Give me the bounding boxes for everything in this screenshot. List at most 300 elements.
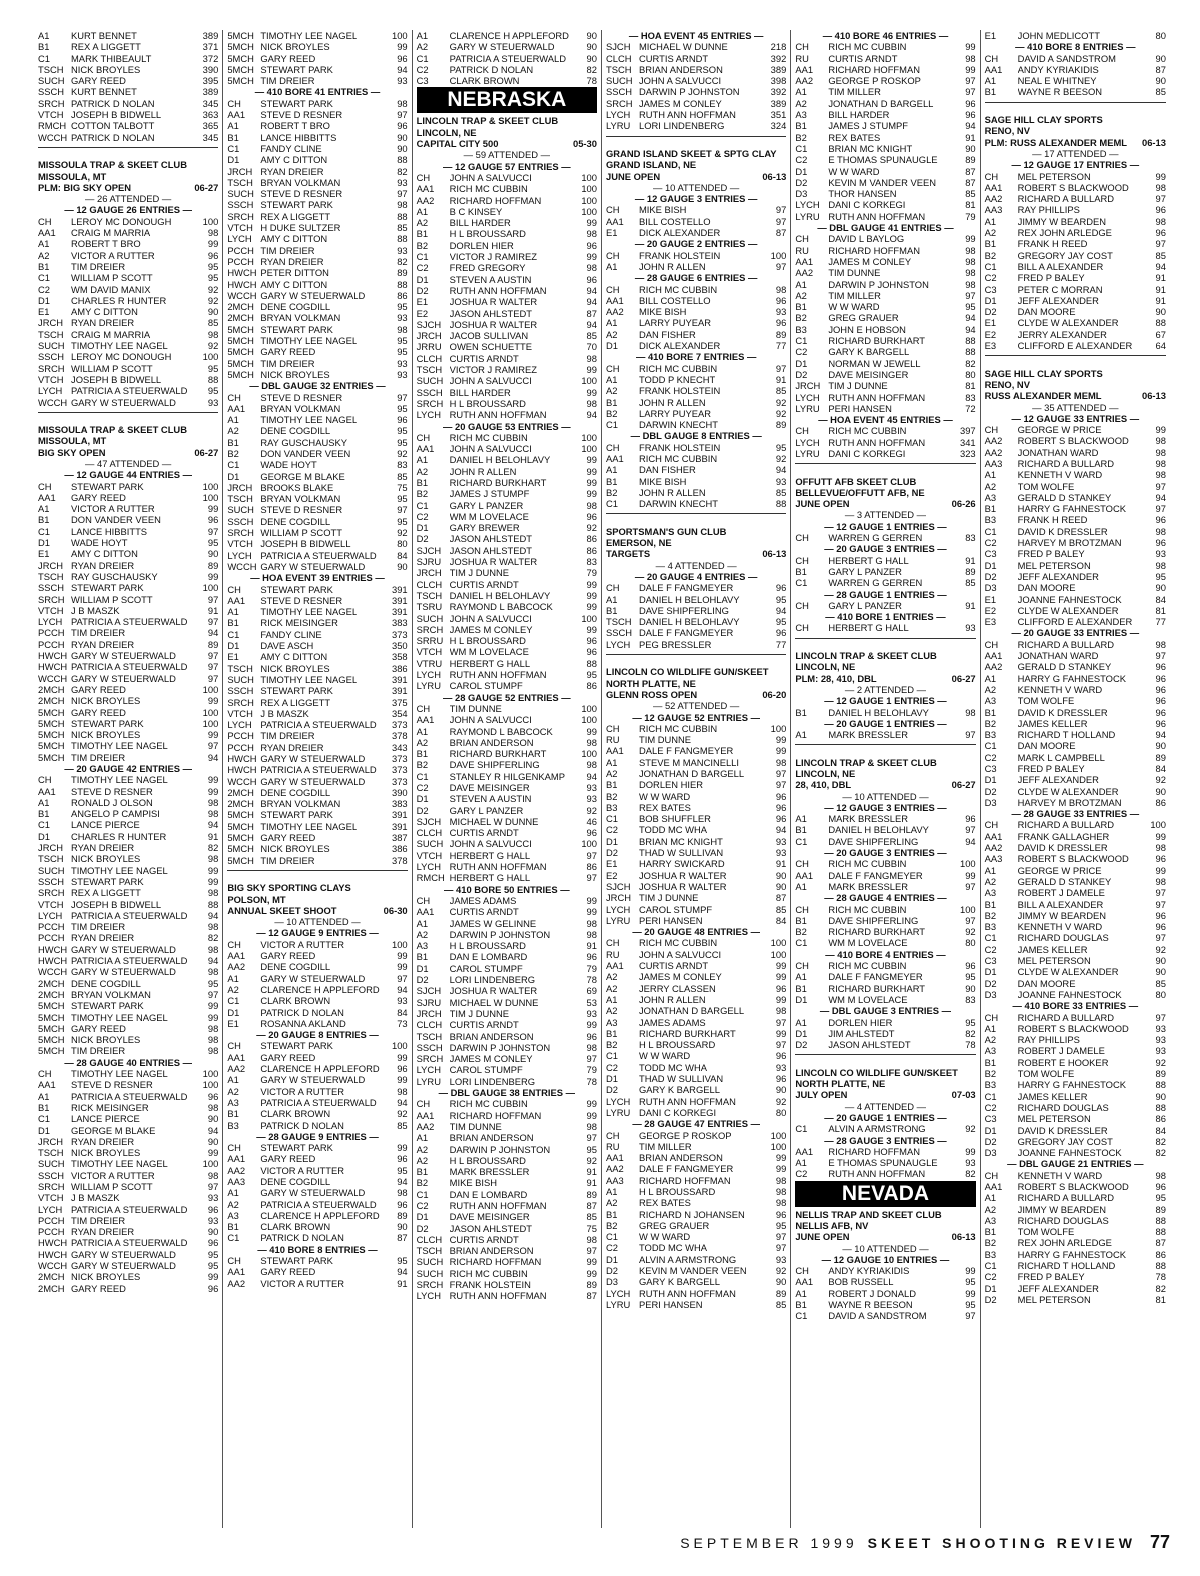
class-code: LYCH bbox=[227, 719, 252, 731]
score: 92 bbox=[1155, 1056, 1166, 1068]
class-code: PCCH bbox=[38, 1214, 65, 1226]
result-row bbox=[227, 753, 407, 764]
result-row bbox=[985, 797, 1166, 808]
score: 94 bbox=[775, 464, 787, 476]
score: 88 bbox=[775, 498, 787, 510]
class-code: AA1 bbox=[605, 1152, 624, 1164]
score: 72 bbox=[965, 402, 976, 414]
result-row bbox=[795, 971, 975, 982]
shooter-name: CLARENCE H APPLEFORD bbox=[260, 1063, 380, 1075]
shooter-name: DALE F FANGMEYER bbox=[638, 627, 734, 639]
score: 79 bbox=[586, 567, 597, 579]
shooter-name: RICHARD DOUGLAS bbox=[1017, 1101, 1109, 1113]
class-code: AA1 bbox=[416, 714, 435, 726]
score: 99 bbox=[207, 785, 219, 797]
shooter-name: REX BATES bbox=[828, 131, 881, 143]
score: 100 bbox=[202, 215, 219, 227]
shooter-name: RUTH ANN HOFFMAN bbox=[638, 1287, 736, 1299]
shooter-name: GARY W STEUERWALD bbox=[71, 1248, 176, 1260]
result-row bbox=[227, 245, 407, 256]
class-code: SUCH bbox=[416, 375, 444, 387]
class-code: D1 bbox=[227, 640, 240, 652]
class-code: A2 bbox=[984, 480, 997, 492]
result-row bbox=[417, 974, 597, 985]
shooter-name: RAY GUSCHAUSKY bbox=[71, 570, 158, 582]
event-header: — 28 GAUGE 4 ENTRIES — bbox=[824, 892, 947, 904]
class-code: CLCH bbox=[416, 578, 443, 590]
score: 100 bbox=[770, 722, 787, 734]
shooter-name: H L BROUSSARD bbox=[449, 397, 526, 409]
class-code: A1 bbox=[416, 454, 429, 466]
score: 90 bbox=[775, 1276, 787, 1288]
score: 97 bbox=[775, 215, 787, 227]
shooter-name: DORLEN HIER bbox=[449, 239, 514, 251]
result-row bbox=[417, 850, 597, 861]
shooter-name: GARY REED bbox=[71, 1282, 126, 1294]
result-row bbox=[227, 708, 407, 719]
score: 96 bbox=[586, 239, 597, 251]
result-row bbox=[985, 616, 1166, 627]
class-code: TSCH bbox=[38, 1147, 64, 1159]
attendance-line: — 26 ATTENDED — bbox=[85, 193, 172, 205]
class-code: VTCH bbox=[227, 707, 253, 719]
class-code: D2 bbox=[795, 368, 808, 380]
class-code: B3 bbox=[984, 514, 997, 526]
class-code: B2 bbox=[227, 447, 239, 459]
score: 93 bbox=[775, 847, 787, 859]
class-code: RMCH bbox=[416, 872, 445, 884]
shooter-name: JEFF ALEXANDER bbox=[1017, 1282, 1099, 1294]
class-code: B1 bbox=[416, 951, 429, 963]
score: 94 bbox=[586, 284, 597, 296]
score: 373 bbox=[392, 775, 408, 787]
score: 95 bbox=[775, 441, 787, 453]
shooter-name: FRANK HOLSTEIN bbox=[638, 385, 721, 397]
class-code: A1 bbox=[795, 971, 807, 983]
result-row bbox=[606, 1209, 786, 1220]
score: 98 bbox=[397, 323, 408, 335]
result-row bbox=[795, 41, 975, 52]
result-row bbox=[985, 560, 1166, 571]
class-code: AA2 bbox=[227, 961, 246, 973]
class-code: CH bbox=[227, 97, 241, 109]
result-row bbox=[38, 306, 218, 317]
class-code: CH bbox=[605, 362, 620, 374]
shooter-name: TIM DUNNE bbox=[638, 734, 692, 746]
result-row bbox=[417, 262, 597, 273]
score: 95 bbox=[775, 616, 787, 628]
class-code: B1 bbox=[795, 824, 807, 836]
score: 94 bbox=[965, 323, 976, 335]
score: 96 bbox=[397, 1198, 408, 1210]
class-code: B2 bbox=[605, 407, 618, 419]
class-code: AA3 bbox=[984, 457, 1003, 469]
result-row bbox=[417, 793, 597, 804]
class-code: A1 bbox=[38, 796, 50, 808]
result-row bbox=[417, 285, 597, 296]
result-row bbox=[227, 1063, 407, 1074]
score: 81 bbox=[965, 199, 976, 211]
shooter-name: KEVIN M VANDER VEEN bbox=[638, 1265, 747, 1277]
score: 91 bbox=[1155, 283, 1166, 295]
shooter-name: GARY L PANZER bbox=[828, 599, 902, 611]
shooter-name: JASON AHLSTEDT bbox=[449, 533, 532, 545]
class-code: AA2 bbox=[984, 661, 1003, 673]
class-code: CLCH bbox=[416, 827, 443, 839]
shooter-name: CURTIS ARNDT bbox=[638, 52, 709, 64]
score: 86 bbox=[586, 680, 597, 692]
shoot-name: 28, 410, DBL bbox=[795, 779, 852, 791]
class-code: 5MCH bbox=[38, 717, 65, 729]
result-row bbox=[38, 1226, 218, 1237]
class-code: VTRU bbox=[416, 657, 443, 669]
shooter-name: RYAN DREIER bbox=[71, 932, 135, 944]
class-code: 5MCH bbox=[227, 820, 254, 832]
shooter-name: GARY W STEUERWALD bbox=[71, 943, 176, 955]
result-row bbox=[417, 1290, 597, 1301]
result-row bbox=[38, 966, 218, 977]
result-row bbox=[227, 719, 407, 730]
result-row bbox=[606, 1163, 786, 1174]
class-code: B1 bbox=[38, 41, 50, 53]
shooter-name: TIM MILLER bbox=[828, 289, 881, 301]
shooter-name: TIMOTHY LEE NAGEL bbox=[71, 1068, 168, 1080]
score: 85 bbox=[207, 317, 219, 329]
result-row bbox=[985, 932, 1166, 943]
result-row bbox=[38, 503, 218, 514]
class-code: CH bbox=[416, 1098, 431, 1110]
score: 87 bbox=[965, 176, 976, 188]
shooter-name: TIMOTHY LEE NAGEL bbox=[71, 740, 168, 752]
result-row bbox=[606, 98, 786, 109]
shooter-name: W W WARD bbox=[828, 301, 880, 313]
result-row bbox=[227, 403, 407, 414]
shooter-name: DAVE ASCH bbox=[260, 640, 314, 652]
event-header: — 28 GAUGE 33 ENTRIES — bbox=[1011, 808, 1140, 820]
event-header: — 20 GAUGE 4 ENTRIES — bbox=[634, 570, 758, 582]
shooter-name: CURTIS ARNDT bbox=[449, 578, 519, 590]
result-row bbox=[985, 306, 1166, 317]
shooter-name: DAN FISHER bbox=[638, 464, 696, 476]
score: 95 bbox=[586, 669, 597, 681]
event-header: — 12 GAUGE 9 ENTRIES — bbox=[256, 927, 379, 939]
class-code: B1 bbox=[984, 86, 997, 98]
score: 98 bbox=[207, 921, 219, 933]
shooter-name: LARRY PUYEAR bbox=[638, 317, 712, 329]
result-row bbox=[38, 831, 218, 842]
result-row bbox=[606, 329, 786, 340]
results-column-4 bbox=[602, 30, 791, 1528]
shooter-name: GARY W STEUERWALD bbox=[71, 672, 176, 684]
score: 350 bbox=[392, 640, 408, 652]
shooter-name: WAYNE R BEESON bbox=[828, 1299, 913, 1311]
class-code: TSCH bbox=[227, 662, 253, 674]
class-code: AA3 bbox=[984, 853, 1003, 865]
shooter-name: CLARK BROWN bbox=[260, 1108, 331, 1120]
shooter-name: REX BATES bbox=[638, 801, 691, 813]
shooter-name: THAD W SULLIVAN bbox=[638, 1073, 724, 1085]
shooter-name: J B MASZK bbox=[260, 707, 309, 719]
shooter-name: REX BATES bbox=[638, 1197, 691, 1209]
class-code: CH bbox=[605, 441, 620, 453]
shooter-name: PATRICIA A STEUERWALD bbox=[260, 719, 377, 731]
result-row bbox=[417, 75, 597, 86]
result-row bbox=[985, 1113, 1166, 1124]
shooter-name: TIMOTHY LEE NAGEL bbox=[260, 673, 358, 685]
class-code: SSCH bbox=[38, 582, 65, 594]
class-code: C2 bbox=[984, 751, 997, 763]
result-row bbox=[227, 1221, 407, 1232]
result-row bbox=[795, 1299, 975, 1310]
result-row bbox=[606, 582, 786, 593]
shooter-name: ROBERT J DAMELE bbox=[1017, 1045, 1105, 1057]
result-row bbox=[38, 978, 218, 989]
result-row bbox=[38, 718, 218, 729]
class-code: C2 bbox=[795, 1168, 808, 1180]
score: 95 bbox=[965, 1016, 976, 1028]
score: 95 bbox=[775, 1219, 787, 1231]
class-code: C1 bbox=[38, 52, 50, 64]
score: 383 bbox=[392, 798, 408, 810]
score: 88 bbox=[1155, 1226, 1166, 1238]
result-row bbox=[227, 459, 407, 470]
score: 373 bbox=[392, 764, 408, 776]
class-code: AA1 bbox=[227, 1051, 246, 1063]
score: 84 bbox=[397, 549, 408, 561]
shooter-name: GERALD D STANKEY bbox=[1017, 491, 1112, 503]
score: 87 bbox=[775, 892, 787, 904]
score: 96 bbox=[397, 414, 408, 426]
class-code: B1 bbox=[795, 565, 807, 577]
class-code: AA1 bbox=[795, 255, 814, 267]
class-code: SJCH bbox=[605, 880, 631, 892]
score: 98 bbox=[586, 928, 597, 940]
score: 343 bbox=[392, 741, 408, 753]
shooter-name: RICHARD N JOHANSEN bbox=[638, 1208, 745, 1220]
shooter-name: JAMES KELLER bbox=[1017, 1090, 1088, 1102]
club-header: LINCOLN CO WILDLIFE GUN/SKEET bbox=[605, 666, 769, 678]
shooter-name: REX A LIGGETT bbox=[260, 210, 331, 222]
class-code: C2 bbox=[416, 63, 429, 75]
class-code: C1 bbox=[605, 1231, 618, 1243]
event-header: — 28 GAUGE 40 ENTRIES — bbox=[64, 1056, 192, 1068]
shoot-title-line bbox=[606, 689, 786, 700]
class-code: B3 bbox=[984, 729, 997, 741]
score: 90 bbox=[1155, 52, 1166, 64]
score: 100 bbox=[581, 194, 597, 206]
class-code: A1 bbox=[38, 30, 50, 41]
result-row bbox=[417, 364, 597, 375]
result-row bbox=[227, 1142, 407, 1153]
class-code: SRCH bbox=[227, 210, 254, 222]
class-code: E1 bbox=[38, 306, 50, 318]
event-header: — DBL GAUGE 41 ENTRIES — bbox=[817, 222, 954, 234]
score: 345 bbox=[202, 97, 219, 109]
section-divider bbox=[985, 355, 1166, 367]
shooter-name: JOHN R ALLEN bbox=[638, 486, 706, 498]
result-row bbox=[795, 622, 975, 633]
result-row bbox=[38, 1283, 218, 1294]
class-code: PCCH bbox=[227, 244, 254, 256]
result-row bbox=[38, 363, 218, 374]
score: 86 bbox=[586, 861, 597, 873]
shooter-name: PATRICK D NOLAN bbox=[260, 1006, 344, 1018]
shooter-name: DARWIN KNECHT bbox=[638, 419, 718, 431]
shooter-name: BILL A ALEXANDER bbox=[1017, 260, 1104, 272]
score: 69 bbox=[586, 985, 597, 997]
result-row bbox=[606, 317, 786, 328]
class-code: AA3 bbox=[605, 1174, 624, 1186]
score: 91 bbox=[775, 858, 787, 870]
score: 96 bbox=[775, 1050, 787, 1062]
score: 86 bbox=[1155, 796, 1166, 808]
score: 95 bbox=[965, 1276, 976, 1288]
score: 373 bbox=[392, 628, 408, 640]
result-row bbox=[417, 827, 597, 838]
section-divider bbox=[985, 102, 1166, 114]
score: 90 bbox=[1155, 966, 1166, 978]
shooter-name: GARY REED bbox=[71, 683, 126, 695]
class-code: AA1 bbox=[227, 950, 246, 962]
shooter-name: NICK BROYLES bbox=[71, 695, 141, 707]
result-row bbox=[38, 1181, 218, 1192]
score: 95 bbox=[586, 1143, 597, 1155]
shooter-name: TIM MILLER bbox=[638, 1140, 692, 1152]
class-code: C1 bbox=[605, 813, 618, 825]
class-code: D2 bbox=[416, 974, 429, 986]
result-row bbox=[227, 166, 407, 177]
result-row bbox=[985, 272, 1166, 283]
shooter-name: RICHARD DOUGLAS bbox=[1017, 932, 1109, 944]
shooter-name: DAVID K DRESSLER bbox=[1017, 1124, 1108, 1136]
shooter-name: CLYDE W ALEXANDER bbox=[1017, 317, 1119, 329]
score: 95 bbox=[1155, 1192, 1166, 1204]
result-row bbox=[985, 571, 1166, 582]
score: 100 bbox=[581, 612, 597, 624]
score: 98 bbox=[1155, 875, 1166, 887]
shooter-name: WILLIAM P SCOTT bbox=[71, 362, 153, 374]
class-code: A2 bbox=[227, 1085, 239, 1097]
result-row bbox=[606, 1017, 786, 1028]
class-code: C1 bbox=[984, 1090, 997, 1102]
shooter-name: JOHN A SALVUCCI bbox=[449, 171, 532, 183]
shooter-name: FRED GREGORY bbox=[449, 262, 526, 274]
shooter-name: TIM MILLER bbox=[828, 86, 881, 98]
shooter-name: GEORGE W PRICE bbox=[1017, 424, 1102, 436]
class-code: 5MCH bbox=[38, 1000, 65, 1012]
class-code: E2 bbox=[984, 328, 997, 340]
shooter-name: LEROY MC DONOUGH bbox=[71, 351, 172, 363]
score: 92 bbox=[965, 1123, 976, 1135]
score: 85 bbox=[775, 385, 787, 397]
event-header: — 28 GAUGE 3 ENTRIES — bbox=[824, 1134, 947, 1146]
result-row bbox=[985, 182, 1166, 193]
result-row bbox=[985, 605, 1166, 616]
class-code: D3 bbox=[984, 796, 997, 808]
class-code: A3 bbox=[984, 695, 997, 707]
shooter-name: JIMMY W BEARDEN bbox=[1017, 215, 1107, 227]
shooter-name: JOSEPH B BIDWELL bbox=[260, 538, 351, 550]
result-row bbox=[606, 1220, 786, 1231]
class-code: AA1 bbox=[38, 227, 56, 239]
score: 89 bbox=[586, 1188, 597, 1200]
result-row bbox=[417, 1132, 597, 1143]
result-row bbox=[227, 143, 407, 154]
score: 97 bbox=[1155, 932, 1166, 944]
class-code: A3 bbox=[984, 887, 997, 899]
score: 98 bbox=[586, 262, 597, 274]
shooter-name: TIMOTHY LEE NAGEL bbox=[71, 864, 168, 876]
result-row bbox=[985, 193, 1166, 204]
score: 96 bbox=[775, 582, 787, 594]
class-code: A1 bbox=[416, 30, 429, 41]
shooter-name: PERI HANSEN bbox=[638, 1298, 703, 1310]
shooter-name: BOB SHUFFLER bbox=[638, 813, 711, 825]
class-code: JRCH bbox=[416, 1007, 442, 1019]
score: 95 bbox=[397, 335, 408, 347]
score: 95 bbox=[397, 301, 408, 313]
class-code: TSCH bbox=[605, 616, 632, 628]
score: 99 bbox=[775, 971, 787, 983]
result-row bbox=[227, 369, 407, 380]
score: 97 bbox=[586, 1245, 597, 1257]
score: 92 bbox=[775, 452, 787, 464]
class-code: B2 bbox=[416, 759, 429, 771]
class-code: 5MCH bbox=[227, 346, 254, 358]
score: 95 bbox=[397, 436, 408, 448]
result-row bbox=[227, 730, 407, 741]
score: 96 bbox=[775, 1208, 787, 1220]
class-code: A1 bbox=[416, 205, 429, 217]
class-code: A1 bbox=[38, 1090, 50, 1102]
score: 389 bbox=[202, 86, 219, 98]
class-code: B2 bbox=[416, 488, 429, 500]
class-code: CH bbox=[227, 391, 241, 403]
result-row bbox=[227, 1108, 407, 1119]
result-row bbox=[38, 537, 218, 548]
score: 95 bbox=[965, 301, 976, 313]
section-divider bbox=[38, 147, 218, 159]
shooter-name: RICHARD DOUGLAS bbox=[1017, 1214, 1109, 1226]
score: 100 bbox=[202, 1158, 219, 1170]
shooter-name: DANIEL H BELOHLAVY bbox=[828, 706, 929, 718]
shooter-name: E THOMAS SPUNAUGLE bbox=[828, 154, 938, 166]
class-code: PCCH bbox=[38, 627, 65, 639]
shooter-name: BILL COSTELLO bbox=[638, 215, 711, 227]
result-row bbox=[227, 256, 407, 267]
result-row bbox=[606, 779, 786, 790]
score: 85 bbox=[965, 577, 976, 589]
score: 84 bbox=[1155, 763, 1166, 774]
score: 97 bbox=[207, 1180, 219, 1192]
event-header: — 20 GAUGE 33 ENTRIES — bbox=[1011, 627, 1140, 639]
class-code: B1 bbox=[795, 301, 807, 313]
club-header: MISSOULA TRAP & SKEET CLUB bbox=[38, 159, 187, 171]
score: 97 bbox=[207, 616, 219, 628]
result-row bbox=[38, 1204, 218, 1215]
class-code: A1 bbox=[416, 1132, 429, 1144]
class-code: SRCH bbox=[38, 593, 65, 605]
shooter-name: DAVID A SANDSTROM bbox=[1017, 52, 1116, 64]
result-row bbox=[227, 961, 407, 972]
score: 93 bbox=[775, 475, 787, 487]
result-row bbox=[985, 329, 1166, 340]
score: 96 bbox=[586, 635, 597, 647]
shooter-name: RICHARD BURKHART bbox=[449, 476, 547, 488]
class-code: LYRU bbox=[605, 914, 631, 926]
class-code: B1 bbox=[984, 706, 997, 718]
score: 95 bbox=[397, 493, 408, 505]
